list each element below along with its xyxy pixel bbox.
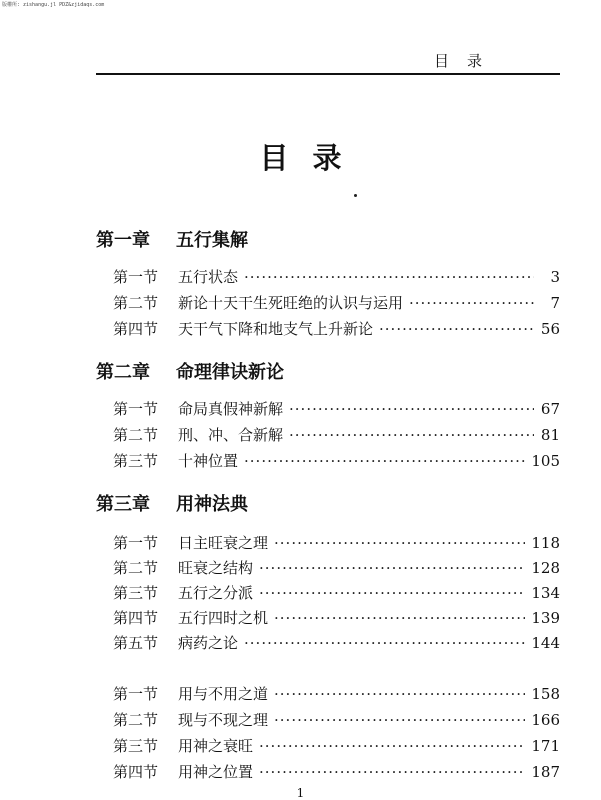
running-header [96, 40, 560, 76]
toc-entry[interactable] [113, 735, 560, 757]
section-title: 十神位置 [178, 452, 239, 470]
page-ref: 171 [531, 737, 560, 755]
section-number: 第五节 [113, 634, 159, 652]
dot-leader [244, 634, 525, 652]
toc-entry[interactable] [113, 266, 560, 288]
chapter-name: 五行集解 [176, 230, 248, 251]
section-title: 新论十天干生死旺绝的认识与运用 [178, 294, 404, 312]
dot-leader [289, 400, 534, 418]
page-ref: 128 [531, 559, 560, 577]
section-title: 命局真假神新解 [178, 400, 284, 418]
page-ref: 144 [531, 634, 560, 652]
page-ref: 118 [531, 534, 560, 552]
section-title: 五行状态 [178, 268, 239, 286]
dot-leader [259, 584, 525, 602]
section-number: 第三节 [113, 452, 159, 470]
dot-leader [259, 737, 525, 755]
toc-entry[interactable] [113, 582, 560, 604]
section-title: 用神之衰旺 [178, 737, 254, 755]
section-title: 病药之论 [178, 634, 239, 652]
section-title: 天干气下降和地支气上升新论 [178, 320, 374, 338]
page-ref: 105 [531, 452, 560, 470]
chapter-heading [96, 358, 284, 384]
page-ref: 3 [550, 268, 560, 286]
toc-entry[interactable] [113, 424, 560, 446]
toc-entry[interactable] [113, 557, 560, 579]
toc-entry[interactable] [113, 607, 560, 629]
toc-entry[interactable] [113, 709, 560, 731]
section-title: 旺衰之结构 [178, 559, 254, 577]
dot-leader [274, 711, 525, 729]
chapter-name: 命理律诀新论 [176, 362, 284, 383]
page-ref: 158 [531, 685, 560, 703]
section-number: 第二节 [113, 294, 159, 312]
section-number: 第一节 [113, 268, 159, 286]
running-header-title: 目录 [433, 52, 500, 70]
page-ref: 81 [540, 426, 560, 444]
section-number: 第一节 [113, 534, 159, 552]
decorative-dot [354, 194, 357, 197]
toc-entry[interactable] [113, 450, 560, 472]
section-number: 第一节 [113, 685, 159, 703]
toc-entry[interactable] [113, 761, 560, 783]
section-number: 第一节 [113, 400, 159, 418]
section-title: 用神之位置 [178, 763, 254, 781]
dot-leader [289, 426, 534, 444]
toc-entry[interactable] [113, 532, 560, 554]
section-title: 刑、冲、合新解 [178, 426, 284, 444]
dot-leader [244, 452, 525, 470]
chapter-name: 用神法典 [176, 494, 248, 515]
section-title: 用与不用之道 [178, 685, 269, 703]
toc-entry[interactable] [113, 318, 560, 340]
toc-entry[interactable] [113, 632, 560, 654]
header-rule [96, 73, 560, 75]
page-ref: 139 [531, 609, 560, 627]
toc-entry[interactable] [113, 292, 560, 314]
chapter-number: 第二章 [96, 362, 150, 383]
dot-leader [274, 534, 525, 552]
dot-leader [244, 268, 534, 286]
section-title: 五行四时之机 [178, 609, 269, 627]
page-ref: 7 [550, 294, 560, 312]
dot-leader [409, 294, 534, 312]
section-number: 第三节 [113, 737, 159, 755]
page-ref: 56 [540, 320, 560, 338]
section-number: 第三节 [113, 584, 159, 602]
section-title: 五行之分派 [178, 584, 254, 602]
page-ref: 67 [540, 400, 560, 418]
chapter-number: 第一章 [96, 230, 150, 251]
chapter-number: 第三章 [96, 494, 150, 515]
dot-leader [274, 685, 525, 703]
page-ref: 134 [531, 584, 560, 602]
dot-leader [259, 763, 525, 781]
section-title: 现与不现之理 [178, 711, 269, 729]
toc-entry[interactable] [113, 398, 560, 420]
dot-leader [379, 320, 534, 338]
page-title: 目录 [259, 141, 366, 175]
page-number: 1 [296, 786, 305, 800]
section-title: 日主旺衰之理 [178, 534, 269, 552]
section-number: 第四节 [113, 320, 159, 338]
watermark-text: 版權所: zishangu.jl PDZ&zjidaqs.com [2, 2, 105, 8]
section-number: 第二节 [113, 711, 159, 729]
section-number: 第四节 [113, 763, 159, 781]
section-number: 第二节 [113, 426, 159, 444]
chapter-heading [96, 490, 248, 516]
page-ref: 166 [531, 711, 560, 729]
dot-leader [259, 559, 525, 577]
section-number: 第四节 [113, 609, 159, 627]
section-number: 第二节 [113, 559, 159, 577]
dot-leader [274, 609, 525, 627]
page-ref: 187 [531, 763, 560, 781]
chapter-heading [96, 226, 248, 252]
toc-entry[interactable] [113, 683, 560, 705]
